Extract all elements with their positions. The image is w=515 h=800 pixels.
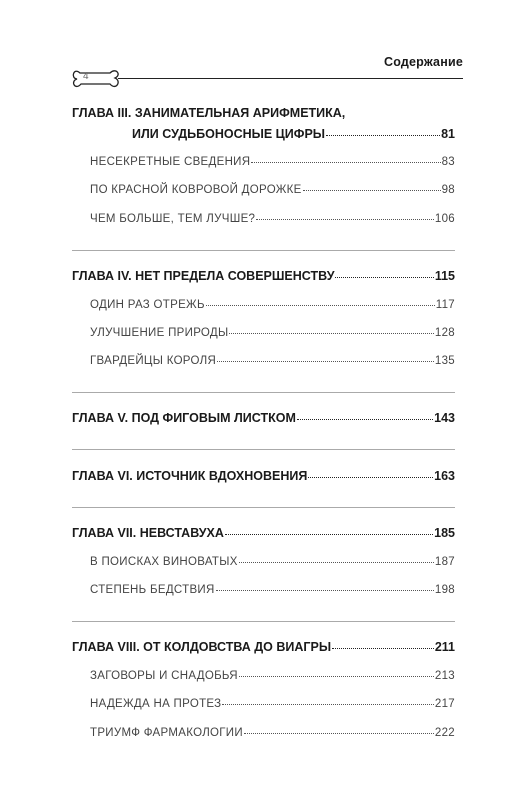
leader-dots (206, 293, 435, 306)
chapter-5-entry[interactable] (72, 408, 455, 426)
chapter-3-entry[interactable] (132, 124, 455, 142)
leader-dots (256, 207, 434, 220)
section-title: ГВАРДЕЙЦЫ КОРОЛЯ (90, 354, 217, 367)
section-title: ОДИН РАЗ ОТРЕЖЬ (90, 298, 205, 311)
chapter-6-title: ГЛАВА VI. ИСТОЧНИК ВДОХНОВЕНИЯ (72, 468, 308, 483)
section-title: ТРИУМФ ФАРМАКОЛОГИИ (90, 726, 243, 739)
section-entry[interactable] (90, 152, 455, 170)
leader-dots (332, 635, 434, 649)
section-page: 83 (441, 155, 455, 168)
section-title: ЗАГОВОРЫ И СНАДОБЬЯ (90, 669, 238, 682)
leader-dots (326, 122, 440, 136)
leader-dots (303, 178, 441, 191)
section-page: 213 (434, 669, 455, 682)
section-page: 128 (434, 326, 455, 339)
section-title: УЛУЧШЕНИЕ ПРИРОДЫ (90, 326, 229, 339)
section-entry[interactable] (90, 552, 455, 570)
section-entry[interactable] (90, 209, 455, 227)
leader-dots (225, 521, 433, 535)
section-divider (72, 449, 455, 450)
section-page: 222 (434, 726, 455, 739)
section-title: НЕСЕКРЕТНЫЕ СВЕДЕНИЯ (90, 155, 251, 168)
leader-dots (239, 550, 434, 563)
section-entry[interactable] (90, 323, 455, 341)
chapter-3-title-line2: ИЛИ СУДЬБОНОСНЫЕ ЦИФРЫ (132, 126, 326, 141)
section-page: 198 (434, 583, 455, 596)
section-entry[interactable] (90, 580, 455, 598)
chapter-7-title: ГЛАВА VII. НЕВСТАВУХА (72, 525, 224, 540)
leader-dots (216, 578, 434, 591)
section-title: ЧЕМ БОЛЬШЕ, ТЕМ ЛУЧШЕ? (90, 212, 256, 225)
chapter-4-page: 115 (434, 268, 455, 283)
chapter-8-page: 211 (434, 639, 455, 654)
section-page: 135 (434, 354, 455, 367)
section-divider (72, 507, 455, 508)
section-entry[interactable] (90, 723, 455, 741)
chapter-5-title: ГЛАВА V. ПОД ФИГОВЫМ ЛИСТКОМ (72, 410, 296, 425)
chapter-4-entry[interactable] (72, 266, 455, 284)
leader-dots (222, 692, 434, 705)
section-page: 117 (435, 298, 455, 311)
chapter-8-entry[interactable] (72, 637, 455, 655)
page-number: 4 (83, 71, 89, 82)
chapter-6-entry[interactable] (72, 466, 455, 484)
section-title: СТЕПЕНЬ БЕДСТВИЯ (90, 583, 215, 596)
chapter-3-title-line1: ГЛАВА III. ЗАНИМАТЕЛЬНАЯ АРИФМЕТИКА, (72, 106, 346, 120)
leader-dots (244, 721, 434, 734)
leader-dots (308, 464, 433, 478)
leader-dots (217, 349, 434, 362)
section-entry[interactable] (90, 694, 455, 712)
leader-dots (251, 150, 440, 163)
section-entry[interactable] (90, 180, 455, 198)
chapter-4-title: ГЛАВА IV. НЕТ ПРЕДЕЛА СОВЕРШЕНСТВУ (72, 268, 335, 283)
section-entry[interactable] (90, 351, 455, 369)
section-entry[interactable] (90, 666, 455, 684)
section-page: 98 (441, 183, 455, 196)
section-title: НАДЕЖДА НА ПРОТЕЗ (90, 697, 222, 710)
section-page: 187 (434, 555, 455, 568)
leader-dots (297, 406, 433, 420)
section-page: 217 (434, 697, 455, 710)
section-divider (72, 250, 455, 251)
running-header-title: Содержание (383, 55, 463, 69)
section-page: 106 (434, 212, 455, 225)
chapter-7-entry[interactable] (72, 523, 455, 541)
section-divider (72, 392, 455, 393)
chapter-3-page: 81 (441, 126, 455, 141)
chapter-5-page: 143 (434, 410, 455, 425)
table-of-contents (72, 0, 455, 800)
section-divider (72, 621, 455, 622)
leader-dots (239, 664, 434, 677)
section-title: ПО КРАСНОЙ КОВРОВОЙ ДОРОЖКЕ (90, 183, 302, 196)
section-entry[interactable] (90, 295, 455, 313)
chapter-6-page: 163 (434, 468, 455, 483)
leader-dots (229, 321, 433, 334)
section-title: В ПОИСКАХ ВИНОВАТЫХ (90, 555, 238, 568)
leader-dots (335, 264, 433, 278)
chapter-7-page: 185 (434, 525, 455, 540)
chapter-8-title: ГЛАВА VIII. ОТ КОЛДОВСТВА ДО ВИАГРЫ (72, 639, 332, 654)
